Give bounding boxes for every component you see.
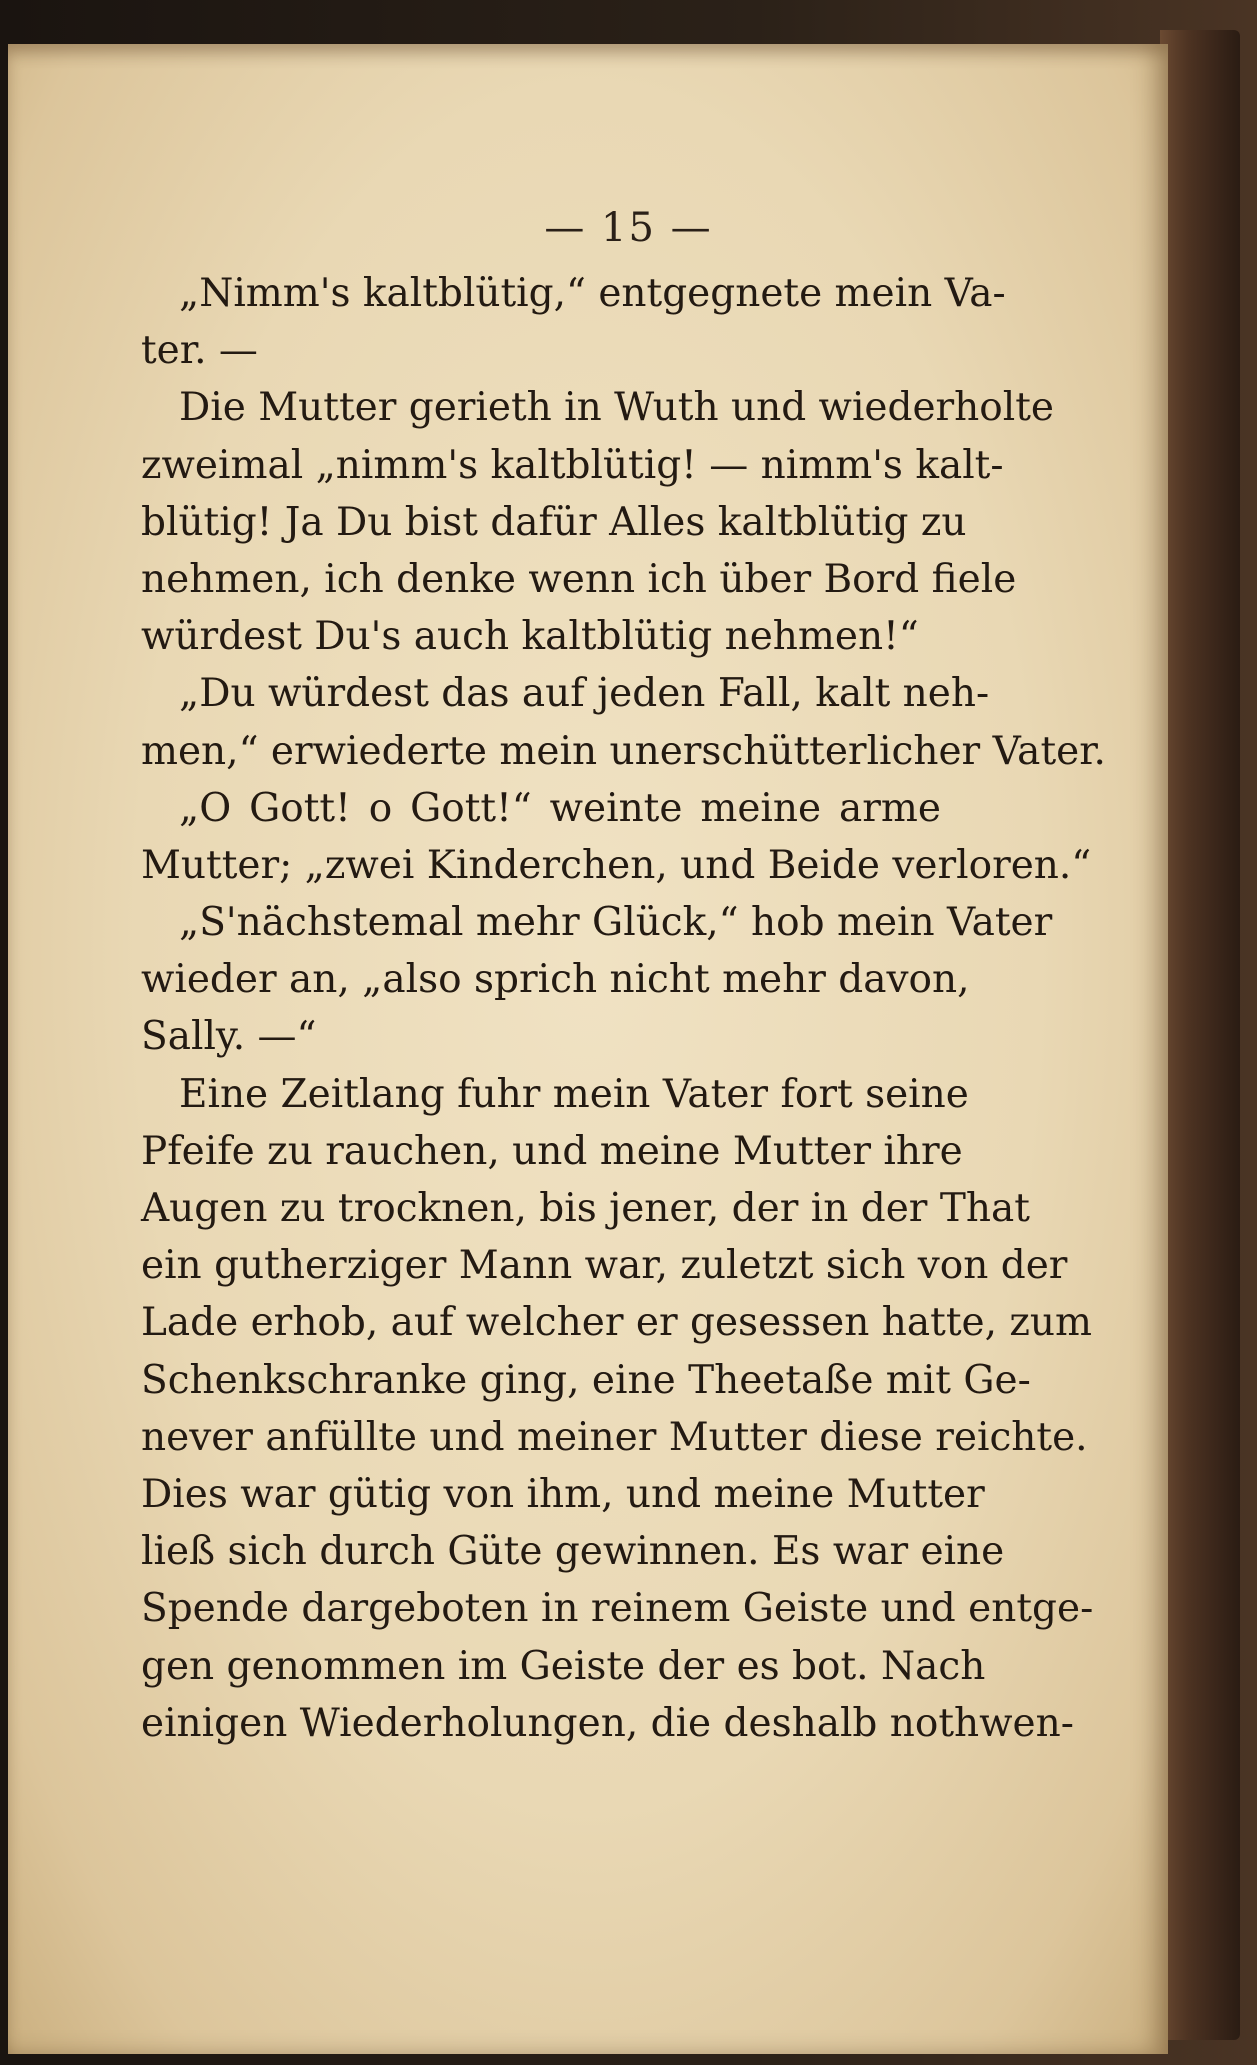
book-spine <box>1160 30 1240 2040</box>
text-line: Dies war gütig von ihm, und meine Mutter <box>141 1471 985 1517</box>
text-line: „O Gott! o Gott!“ weinte meine arme <box>179 785 941 831</box>
text-line: Augen zu trocknen, bis jener, der in der That <box>141 1186 1030 1231</box>
text-line: Lade erhob, auf welcher er gesessen hatte, zum <box>141 1300 1093 1346</box>
text-line: „Nimm's kaltblütig,“ entgegnete mein Va- <box>179 271 1006 316</box>
text-line: never anfüllte und meiner Mutter diese reichte. <box>141 1414 1088 1460</box>
text-line: Sally. —“ <box>141 1014 317 1060</box>
text-line: Die Mutter gerieth in Wuth und wiederholte <box>179 385 1055 431</box>
text-line: men,“ erwiederte mein unerschütterlicher Vater. <box>141 728 1106 774</box>
text-line: „Du würdest das auf jeden Fall, kalt neh- <box>179 671 990 717</box>
text-line: wieder an, „also sprich nicht mehr davon, <box>141 957 970 1003</box>
page-number: — 15 — <box>544 205 713 251</box>
text-line: Schenkschranke ging, eine Theetaße mit Ge- <box>141 1357 1031 1403</box>
text-line: Spende dargeboten in reinem Geiste und entge- <box>141 1586 1094 1632</box>
text-line: blütig! Ja Du bist dafür Alles kaltblütig zu <box>141 499 967 545</box>
text-line: ließ sich durch Güte gewinnen. Es war eine <box>141 1529 1005 1575</box>
text-line: ein gutherziger Mann war, zuletzt sich von der <box>141 1243 1068 1289</box>
text-line: Mutter; „zwei Kinderchen, und Beide verloren.“ <box>141 842 1092 888</box>
text-line: Pfeife zu rauchen, und meine Mutter ihre <box>141 1128 963 1174</box>
text-line: gen genommen im Geiste der es bot. Nach <box>141 1643 986 1689</box>
text-line: Eine Zeitlang fuhr mein Vater fort seine <box>179 1071 969 1117</box>
page-text <box>141 265 1106 1752</box>
text-line: „S'nächstemal mehr Glück,“ hob mein Vater <box>179 900 1053 946</box>
text-line: einigen Wiederholungen, die deshalb nothwen- <box>141 1700 1074 1746</box>
text-line: zweimal „nimm's kaltblütig! — nimm's kalt- <box>141 442 1004 488</box>
text-line: würdest Du's auch kaltblütig nehmen!“ <box>141 614 919 660</box>
text-line: ter. — <box>141 328 258 374</box>
text-line: nehmen, ich denke wenn ich über Bord fiele <box>141 556 1017 602</box>
